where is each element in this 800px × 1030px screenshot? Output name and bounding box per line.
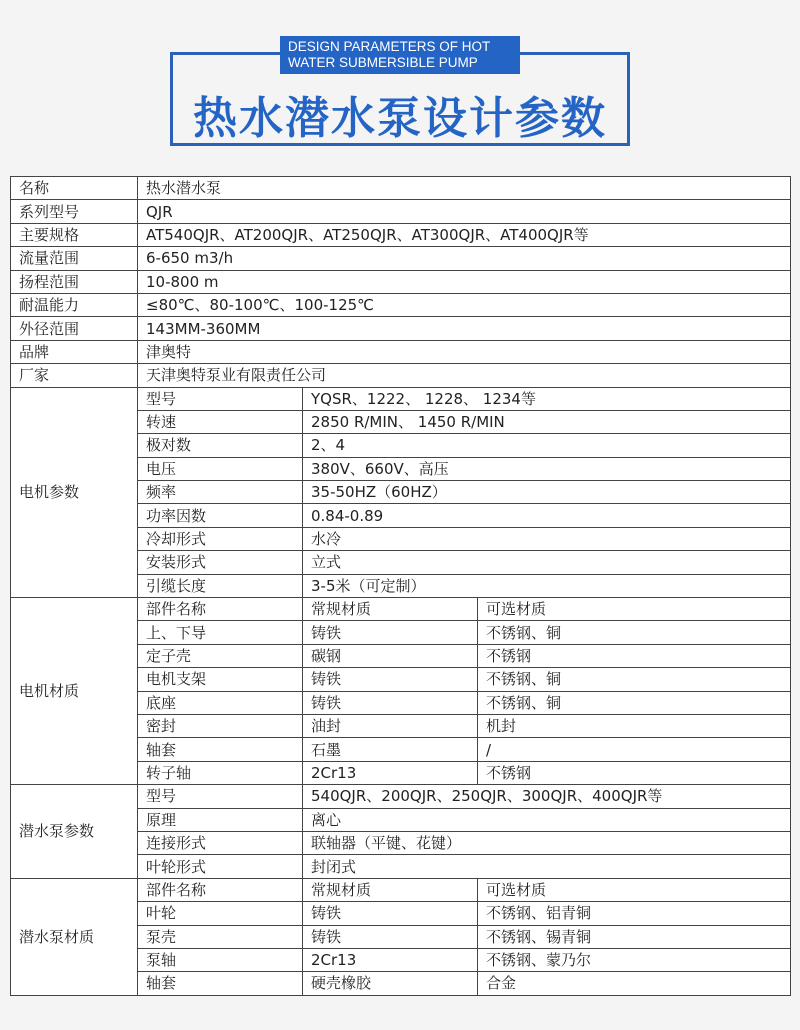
param-key: 电压 xyxy=(138,457,303,480)
optional-material: 不锈钢 xyxy=(478,644,791,667)
row-label: 系列型号 xyxy=(11,200,138,223)
part-name: 叶轮 xyxy=(138,902,303,925)
param-key: 原理 xyxy=(138,808,303,831)
standard-material: 铸铁 xyxy=(303,902,478,925)
optional-material: 可选材质 xyxy=(478,878,791,901)
standard-material: 硬壳橡胶 xyxy=(303,972,478,995)
param-value: 0.84-0.89 xyxy=(303,504,791,527)
param-key: 叶轮形式 xyxy=(138,855,303,878)
param-value: 540QJR、200QJR、250QJR、300QJR、400QJR等 xyxy=(303,785,791,808)
part-name: 上、下导 xyxy=(138,621,303,644)
row-label: 主要规格 xyxy=(11,223,138,246)
row-label: 扬程范围 xyxy=(11,270,138,293)
basic-row xyxy=(11,364,791,387)
param-value: 离心 xyxy=(303,808,791,831)
param-key: 型号 xyxy=(138,387,303,410)
part-name: 部件名称 xyxy=(138,598,303,621)
pump-material-label: 潜水泵材质 xyxy=(11,878,138,995)
optional-material: 合金 xyxy=(478,972,791,995)
motor-material-label: 电机材质 xyxy=(11,598,138,785)
param-value: 联轴器（平键、花键） xyxy=(303,831,791,854)
english-title-line-1: DESIGN PARAMETERS OF HOT xyxy=(288,39,491,54)
english-title-line-2: WATER SUBMERSIBLE PUMP xyxy=(288,55,478,70)
row-value: 143MM-360MM xyxy=(138,317,791,340)
param-value: 立式 xyxy=(303,551,791,574)
row-value: AT540QJR、AT200QJR、AT250QJR、AT300QJR、AT400QJR等 xyxy=(138,223,791,246)
row-value: 10-800 m xyxy=(138,270,791,293)
standard-material: 铸铁 xyxy=(303,668,478,691)
basic-row xyxy=(11,223,791,246)
pump-params-label: 潜水泵参数 xyxy=(11,785,138,879)
motor-params-label: 电机参数 xyxy=(11,387,138,598)
row-label: 厂家 xyxy=(11,364,138,387)
part-name: 泵轴 xyxy=(138,948,303,971)
optional-material: 不锈钢、铜 xyxy=(478,691,791,714)
optional-material: 不锈钢、蒙乃尔 xyxy=(478,948,791,971)
standard-material: 油封 xyxy=(303,714,478,737)
param-value: 3-5米（可定制） xyxy=(303,574,791,597)
page-title: 热水潜水泵设计参数 xyxy=(193,93,607,144)
param-key: 安装形式 xyxy=(138,551,303,574)
basic-row xyxy=(11,247,791,270)
optional-material: / xyxy=(478,738,791,761)
param-key: 型号 xyxy=(138,785,303,808)
standard-material: 常规材质 xyxy=(303,598,478,621)
optional-material: 可选材质 xyxy=(478,598,791,621)
param-key: 频率 xyxy=(138,481,303,504)
param-key: 功率因数 xyxy=(138,504,303,527)
part-name: 密封 xyxy=(138,714,303,737)
row-label: 外径范围 xyxy=(11,317,138,340)
param-value: 封闭式 xyxy=(303,855,791,878)
optional-material: 不锈钢 xyxy=(478,761,791,784)
row-value: 津奥特 xyxy=(138,340,791,363)
standard-material: 常规材质 xyxy=(303,878,478,901)
row-value: 天津奥特泵业有限责任公司 xyxy=(138,364,791,387)
part-name: 轴套 xyxy=(138,738,303,761)
param-value: 2850 R/MIN、 1450 R/MIN xyxy=(303,410,791,433)
standard-material: 铸铁 xyxy=(303,621,478,644)
standard-material: 2Cr13 xyxy=(303,761,478,784)
motor-material-row xyxy=(11,598,791,621)
param-value: YQSR、1222、 1228、 1234等 xyxy=(303,387,791,410)
row-label: 品牌 xyxy=(11,340,138,363)
pump-material-row xyxy=(11,878,791,901)
standard-material: 铸铁 xyxy=(303,925,478,948)
english-title-tag xyxy=(280,36,520,74)
basic-row xyxy=(11,270,791,293)
param-key: 引缆长度 xyxy=(138,574,303,597)
part-name: 底座 xyxy=(138,691,303,714)
row-value: 热水潜水泵 xyxy=(138,177,791,200)
param-value: 2、4 xyxy=(303,434,791,457)
part-name: 部件名称 xyxy=(138,878,303,901)
row-label: 名称 xyxy=(11,177,138,200)
row-value: ≤80℃、80-100℃、100-125℃ xyxy=(138,293,791,316)
motor-params-row xyxy=(11,387,791,410)
param-value: 水冷 xyxy=(303,527,791,550)
basic-row xyxy=(11,200,791,223)
standard-material: 铸铁 xyxy=(303,691,478,714)
optional-material: 机封 xyxy=(478,714,791,737)
optional-material: 不锈钢、铜 xyxy=(478,668,791,691)
standard-material: 碳钢 xyxy=(303,644,478,667)
part-name: 轴套 xyxy=(138,972,303,995)
row-label: 耐温能力 xyxy=(11,293,138,316)
param-key: 转速 xyxy=(138,410,303,433)
basic-row xyxy=(11,340,791,363)
pump-params-row xyxy=(11,785,791,808)
row-value: 6-650 m3/h xyxy=(138,247,791,270)
param-key: 极对数 xyxy=(138,434,303,457)
param-value: 380V、660V、高压 xyxy=(303,457,791,480)
part-name: 电机支架 xyxy=(138,668,303,691)
row-value: QJR xyxy=(138,200,791,223)
basic-row xyxy=(11,317,791,340)
standard-material: 2Cr13 xyxy=(303,948,478,971)
spec-table xyxy=(10,176,791,996)
optional-material: 不锈钢、锡青铜 xyxy=(478,925,791,948)
part-name: 泵壳 xyxy=(138,925,303,948)
standard-material: 石墨 xyxy=(303,738,478,761)
row-label: 流量范围 xyxy=(11,247,138,270)
part-name: 转子轴 xyxy=(138,761,303,784)
part-name: 定子壳 xyxy=(138,644,303,667)
param-value: 35-50HZ（60HZ） xyxy=(303,481,791,504)
param-key: 连接形式 xyxy=(138,831,303,854)
param-key: 冷却形式 xyxy=(138,527,303,550)
basic-row xyxy=(11,293,791,316)
optional-material: 不锈钢、铝青铜 xyxy=(478,902,791,925)
optional-material: 不锈钢、铜 xyxy=(478,621,791,644)
basic-row xyxy=(11,177,791,200)
